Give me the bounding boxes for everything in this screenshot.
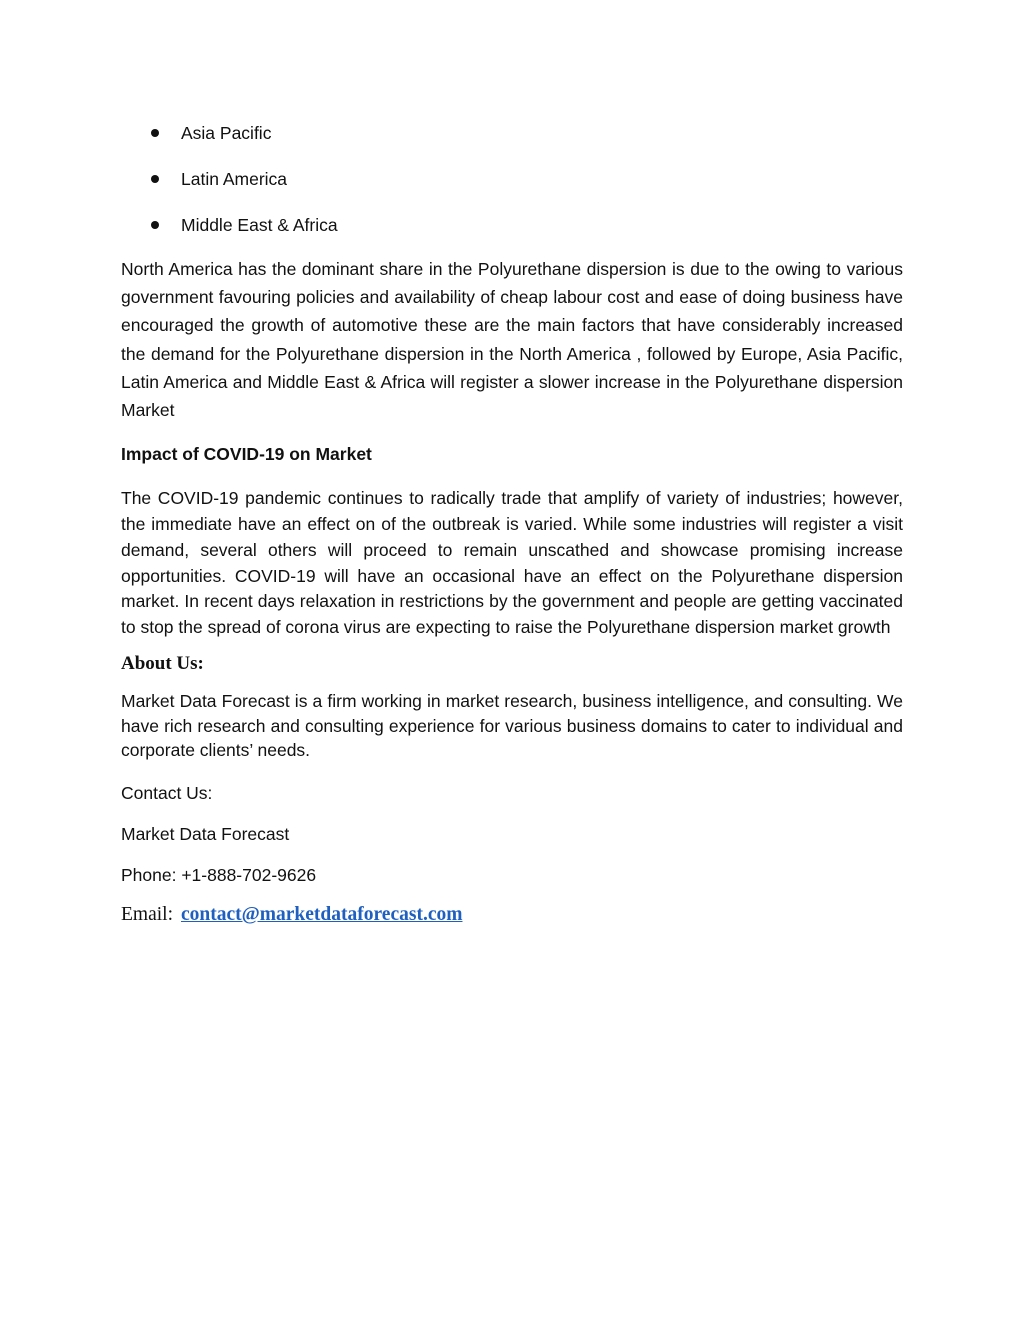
email-line [121,902,903,928]
about-us-paragraph: Market Data Forecast is a firm working in market research, business intelligence, and consulting. We have rich research and consulting experience for various business domains to cater to individual and corporate clients’ needs. [121,691,903,761]
about-us-heading: About Us: [121,653,204,674]
bullet-item-latin-america [121,164,903,194]
bullet-dot-icon [151,129,159,137]
bullet-text: Latin America [181,169,288,189]
bullet-dot-icon [151,175,159,183]
email-label: Email: [121,903,173,925]
contact-us-heading: Contact Us: [121,782,213,803]
document-page [121,118,903,947]
company-name: Market Data Forecast [121,823,290,844]
email-link[interactable]: contact@marketdataforecast.com [181,903,463,925]
region-paragraph: North America has the dominant share in the Polyurethane dispersion is due to the owing to various government favouring policies and availability of cheap labour cost and ease of doing business have encouraged the growth of automotive these are the main factors that have considerably increased the demand for the Polyurethane dispersion in the North America , followed by Europe, Asia Pacific, Latin America and Middle East & Africa will register a slower increase in the Polyurethane dispersion Market [121,259,903,421]
bullet-item-middle-east-africa [121,210,903,240]
region-bullet-list [121,118,903,240]
bullet-text: Asia Pacific [181,123,272,143]
covid-impact-paragraph: The COVID-19 pandemic continues to radically trade that amplify of variety of industries; however, the immediate have an effect on of the outbreak is varied. While some industries will register a visit demand, several others will proceed to remain unscathed and showcase promising increase opportunities. COVID-19 will have an occasional have an effect on the Polyurethane dispersion market. In recent days relaxation in restrictions by the government and people are getting vaccinated to stop the spread of corona virus are expecting to raise the Polyurethane dispersion market growth [121,488,903,638]
bullet-dot-icon [151,221,159,229]
covid-impact-heading: Impact of COVID-19 on Market [121,444,372,465]
bullet-item-asia-pacific [121,118,903,148]
bullet-text: Middle East & Africa [181,215,338,235]
phone-number: Phone: +1-888-702-9626 [121,864,317,885]
